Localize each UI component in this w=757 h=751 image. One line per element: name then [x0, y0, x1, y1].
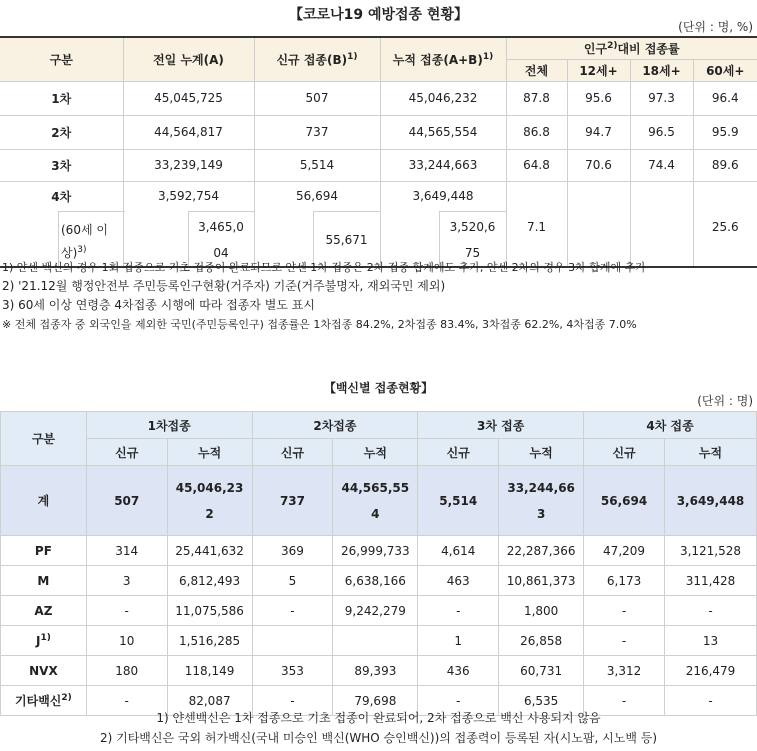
t2-header-dose1: 1차접종 [86, 412, 252, 439]
table-row: M 3 6,812,493 5 6,638,166 463 10,861,373 6,173 311,428 [1, 566, 757, 596]
header-gubun: 구분 [0, 37, 123, 81]
header-cum: 누적 접종$(A+B)^{1)}$ [380, 37, 506, 81]
header-new: 신규 접종$(B)^{1)}$ [254, 37, 380, 81]
sub60-new: 55,671 [313, 211, 380, 266]
header-sub-12: 12세+ [567, 59, 630, 81]
unit-label: (단위 : 명, %) [678, 20, 753, 34]
vaccination-status-table [0, 36, 757, 268]
t2-header-dose2: 2차접종 [252, 412, 418, 439]
table-row: $J^{1)}$ 10 1,516,285 1 26,858 - 13 [1, 626, 757, 656]
table-row: 2차 44,564,817 737 44,565,554 86.8 94.7 96.5 95.9 [0, 115, 757, 149]
vaccine-table-title: 【백신별 접종현황】 [323, 381, 434, 395]
notes-2: 1) 얀센백신은 1차 접종으로 기초 접종이 완료되어, 2차 접종으로 백신 사용되지 않음 2) 기타백신은 국외 허가백신(국내 미승인 백신(WHO 승인백신))의 접종력이 등록된 자(시노팜, 시노백 등) [99, 711, 657, 745]
header-sub-18: 18세+ [630, 59, 693, 81]
t2-header-dose3: 3차 접종 [418, 412, 584, 439]
page-title: 【코로나19 예방접종 현황】 [289, 7, 468, 23]
table-row: NVX 180 118,149 353 89,393 436 60,731 3,312 216,479 [1, 656, 757, 686]
notes-1: 1) 얀센 백신의 경우 1회 접종으로 기초 접종이 완료되므로 얀센 1차 접종은 2차 접종 합계에도 추가, 얀센 2차의 경우 3차 합계에 추가 2) '21.12월 행정안전부 주민등록인구현황(거주자) 기준(거주불명자, 재외국민 제외) 3) 60세 이상 연령층 4차접종 시행에 따라 접종자 별도 표시 ※ 전체 접종자 중 외국인을 제외한 국민(주민등록인구) 접종률은 1차접종 84.2%, 2차접종 83.4%, 3차접종 62.2%, 4차접종 7.0% [2, 261, 646, 331]
table-row: 3차 33,239,149 5,514 33,244,663 64.8 70.6 74.4 89.6 [0, 149, 757, 181]
sub60-cum: 3,520,6 75 [439, 211, 506, 266]
table-row: 1차 45,045,725 507 45,046,232 87.8 95.6 97.3 96.4 [0, 81, 757, 115]
header-prev: 전일 누계(A) [123, 37, 254, 81]
table-row: 4차 3,592,754 56,694 3,649,448 7.1 25.6 [0, 181, 757, 211]
t2-header-dose4: 4차 접종 [584, 412, 757, 439]
table-row-total: 계 507 45,046,23 2 737 44,565,55 4 5,514 33,244,66 3 56,694 3,649,448 [1, 466, 757, 536]
header-sub-total: 전체 [506, 59, 567, 81]
table-row: AZ - 11,075,586 - 9,242,279 - 1,800 - - [1, 596, 757, 626]
unit-label-2: (단위 : 명) [697, 394, 753, 408]
table-row: 기타백신$^{2)}$ - 82,087 - 79,698 - 6,535 - - [1, 686, 757, 716]
header-rate: 인구$^{2)}$대비 접종률 [506, 37, 757, 59]
vaccine-type-table: 구분 1차접종 2차접종 3차 접종 4차 접종 신규 누적 신규 누적 신규 누적 신규 누적 계 507 45,046,23 2 737 44,565,55 4 5,514 33,244,66 3 56,694 3,649,448 PF 314 25,441,632 369 26,999,733 4,614 22,287,366 47,209 3,121,528 M 3 6,812,493 5 6,638,166 463 10,861,373 6,173 311,428 AZ - 11,075,586 - 9,242,279 - 1,800 - - $J^{1)}$ 10 1,516,285 1 26,858 - 13 NVX 180 118,149 353 89,393 436 60,731 3,312 216,479 기타백신$^{2)}$ - 82,087 - 79,698 - 6,535 - - [0, 411, 757, 716]
t2-header-gubun: 구분 [1, 412, 87, 466]
sub60-label: (60세 이상)$^{3)}$ [58, 211, 125, 266]
header-sub-60: 60세+ [693, 59, 757, 81]
sub60-prev: 3,465,0 04 [188, 211, 254, 266]
table-row: PF 314 25,441,632 369 26,999,733 4,614 22,287,366 47,209 3,121,528 [1, 536, 757, 566]
sub60-rate60: 25.6 [693, 181, 757, 267]
sub60-total: 7.1 [506, 181, 567, 267]
